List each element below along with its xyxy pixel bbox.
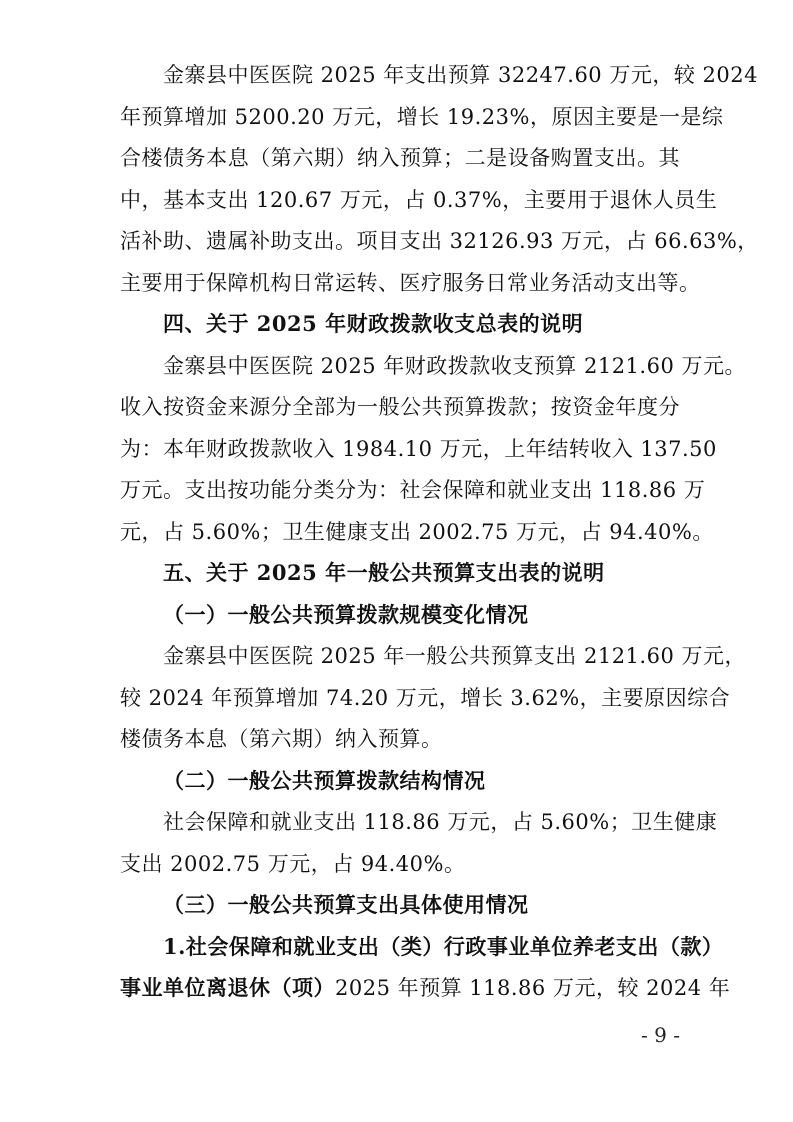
section-heading-4: 四、关于 2025 年财政拨款收支总表的说明 [163,311,584,336]
paragraph-line: 万元。支出按功能分类分为：社会保障和就业支出 118.86 万 [120,478,706,502]
paragraph-line: 元，占 5.60%；卫生健康支出 2002.75 万元，占 94.40%。 [120,519,714,544]
paragraph-line: 较 2024 年预算增加 74.20 万元，增长 3.62%，主要原因综合 [120,685,731,710]
paragraph-line: 金寨县中医医院 2025 年一般公共预算支出 2121.60 万元， [163,644,746,668]
paragraph-line: 年预算增加 5200.20 万元，增长 19.23%，原因主要是一是综 [120,104,724,129]
paragraph-line: 活补助、遗属补助支出。项目支出 32126.93 万元，占 66.63%， [120,229,759,253]
paragraph-line: 主要用于保障机构日常运转、医疗服务日常业务活动支出等。 [120,270,701,295]
item-heading-1: 1.社会保障和就业支出（类）行政事业单位养老支出（款） [163,933,724,959]
paragraph-line: 2025 年预算 118.86 万元，较 2024 年 [335,976,731,1000]
paragraph-line: 收入按资金来源分全部为一般公共预算拨款；按资金年度分 [120,395,680,419]
subsection-heading-1: （一）一般公共预算拨款规模变化情况 [163,601,529,627]
paragraph-line: 社会保障和就业支出 118.86 万元，占 5.60%；卫生健康 [163,810,718,834]
paragraph-line: 为：本年财政拨款收入 1984.10 万元，上年结转收入 137.50 [120,436,717,461]
paragraph-line: 金寨县中医医院 2025 年财政拨款收支预算 2121.60 万元。 [163,353,746,378]
subsection-heading-3: （三）一般公共预算支出具体使用情况 [163,892,529,917]
paragraph-line: 中，基本支出 120.67 万元，占 0.37%，主要用于退休人员生 [120,187,718,212]
paragraph-line: 支出 2002.75 万元，占 94.40%。 [120,851,466,876]
paragraph-line: 金寨县中医医院 2025 年支出预算 32247.60 万元，较 2024 [163,63,758,87]
paragraph-line: 楼债务本息（第六期）纳入预算。 [120,727,443,751]
section-heading-5: 五、关于 2025 年一般公共预算支出表的说明 [163,560,605,585]
subsection-heading-2: （二）一般公共预算拨款结构情况 [163,767,486,793]
page-number: - 9 - [641,1023,680,1047]
paragraph-line: 合楼债务本息（第六期）纳入预算；二是设备购置支出。其 [120,146,680,170]
item-heading-1-cont: 事业单位离退休（项） [120,975,335,1000]
